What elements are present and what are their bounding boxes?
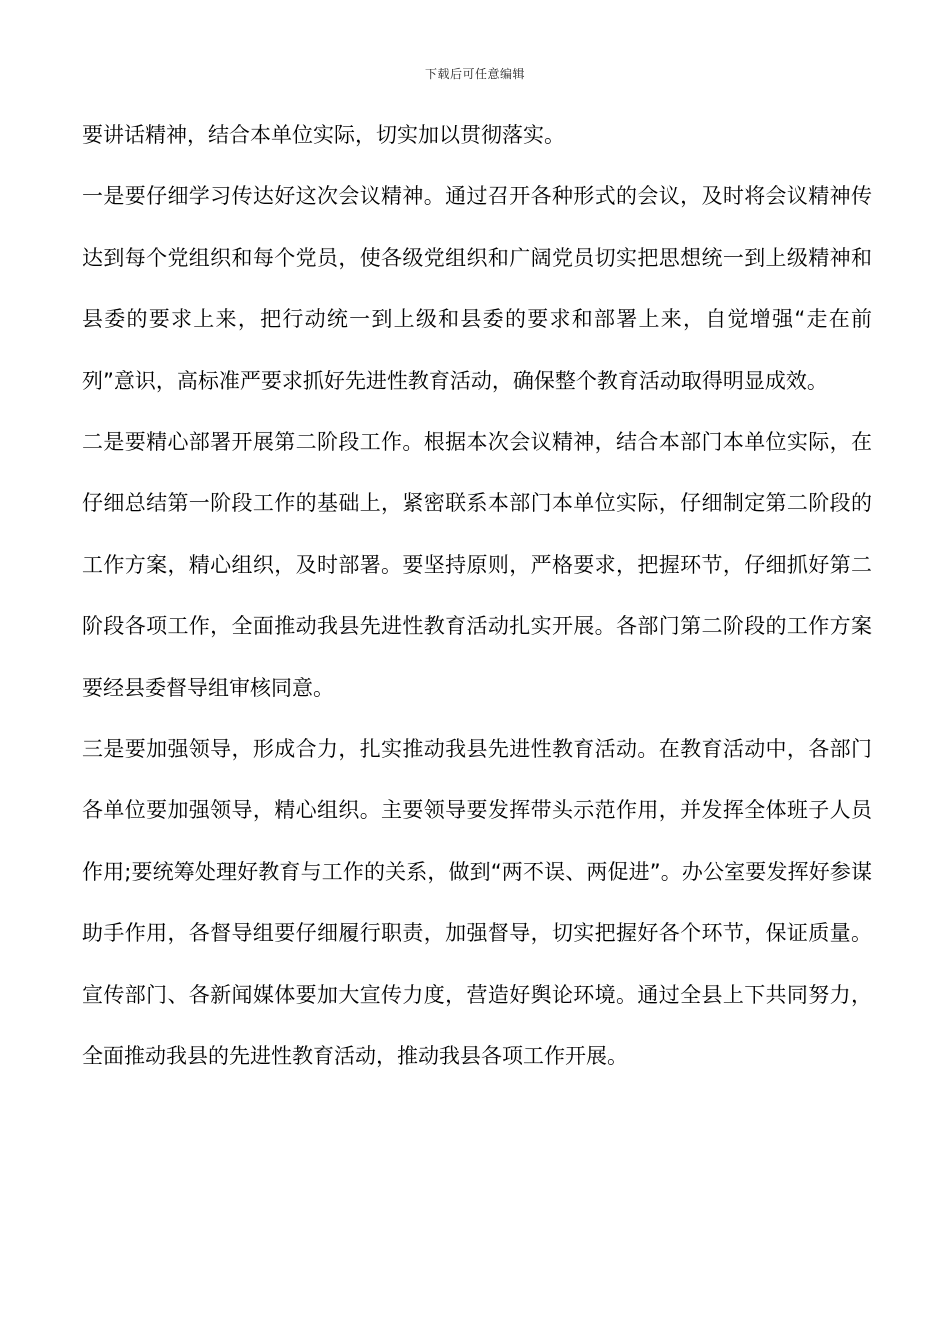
paragraph-intro: 要讲话精神，结合本单位实际，切实加以贯彻落实。 [82, 123, 565, 147]
paragraph-point-two: 二是要精心部署开展第二阶段工作。根据本次会议精神，结合本部门本单位实际，在仔细总结第一阶段工作的基础上，紧密联系本部门本单位实际，仔细制定第二阶段的工作方案，精心组织，及时部署。要坚持原则，严格要求，把握环节，仔细抓好第二阶段各项工作，全面推动我县先进性教育活动扎实开展。各部门第二阶段的工作方案要经县委督导组审核同意。 [82, 430, 872, 700]
paragraph-point-one: 一是要仔细学习传达好这次会议精神。通过召开各种形式的会议，及时将会议精神传达到每个党组织和每个党员，使各级党组织和广阔党员切实把思想统一到上级精神和县委的要求上来，把行动统一到上级和县委的要求和部署上来，自觉增强“走在前列”意识，高标准严要求抓好先进性教育活动，确保整个教育活动取得明显成效。 [82, 184, 872, 393]
document-body [82, 105, 872, 1088]
paragraph-point-three: 三是要加强领导，形成合力，扎实推动我县先进性教育活动。在教育活动中，各部门各单位要加强领导，精心组织。主要领导要发挥带头示范作用，并发挥全体班子人员作用;要统筹处理好教育与工作的关系，做到“两不误、两促进”。办公室要发挥好参谋助手作用，各督导组要仔细履行职责，加强督导，切实把握好各个环节，保证质量。宣传部门、各新闻媒体要加大宣传力度，营造好舆论环境。通过全县上下共同努力，全面推动我县的先进性教育活动，推动我县各项工作开展。 [82, 737, 872, 1069]
page-header: 下载后可任意编辑 [424, 67, 525, 81]
